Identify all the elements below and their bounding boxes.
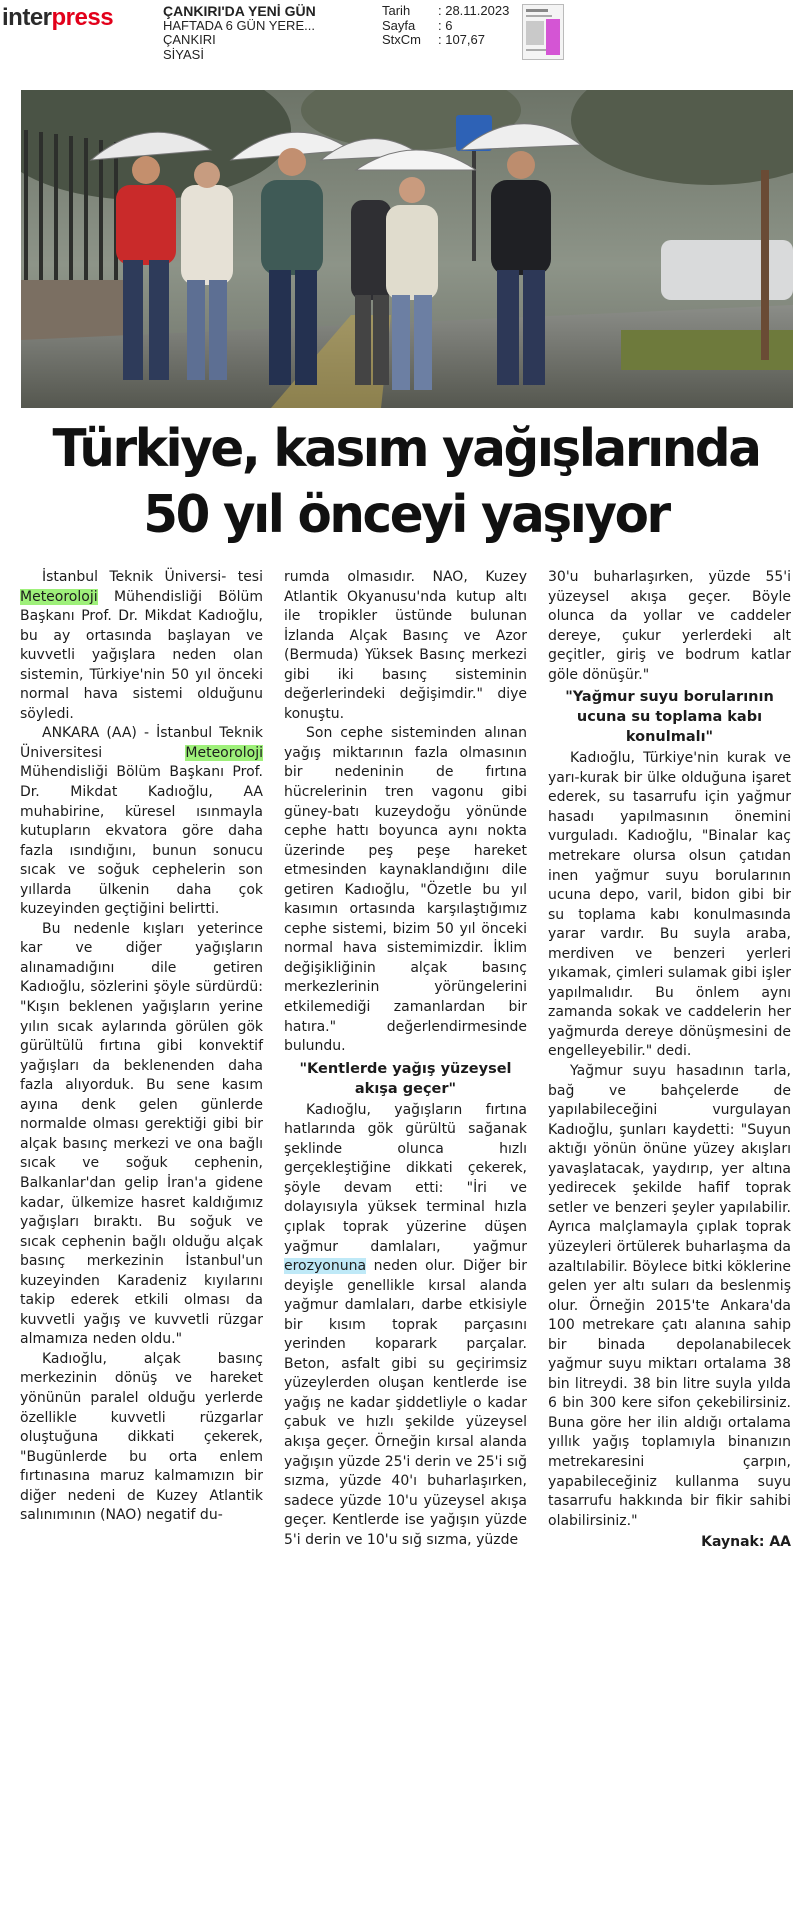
clipping-meta (382, 4, 509, 48)
paragraph: Yağmur suyu hasadının tarla, bağ ve bahçelerde de yapılabileceğini vurgulayan Kadıoğlu, şunları kaydetti: "Suyun aktığı yönün önüne yüzey akışları yavaşlatacak, yaydırıp, yer altına yedirecek şekilde hafif toprak setler ve benzeri şeyler yapılabilir. Ayrıca malçlamayla çıplak toprak yüzeyleri örtülerek buharlaşma da azaltılabilir. Böylece bitki köklerine gelen yer altı suları da beslenmiş olur. Örneğin 2015'te Ankara'da 100 metrekare çatı alanına sahip bir binada depolanabilecek yağmur suyu miktarı ortalama 38 bin litreydi. 38 bin litre suyla yılda 6 bin 300 kere sifon çekebilirsiniz. Buna göre her ilin aldığı ortalama yıllık yağış toplamıyla binanızın metrekaresini çarpın, yapabileceğiniz kullanma suyu tasarrufu hakkında bir fikir sahibi olabilirsiniz." (548, 1063, 791, 1529)
article-column-3 (548, 568, 791, 1553)
publication-city: ÇANKIRI (163, 32, 216, 47)
article-column-1 (20, 568, 263, 1526)
paragraph: Bu nedenle kışları yeterince kar ve diğer yağışların alınamadığını dile getiren Kadıoğlu, sözlerini şöyle sürdürdü: "Kışın beklenen yağışların yerine yılın sıcak aylarında görülen gök gürültülü fırtına gibi konvektif yağışları da beklenenden daha fazla alıyorduk. Bu sene kasım ayına denk gelen günlerde normalde olması gerektiği gibi bir alçak basınç merkezi ve ona bağlı sıcak ve soğuk cephenin, Balkanlar'dan gelip İran'a gidene kadar, ülkemize hasret kaldığımız yağışları bıraktı. Bu soğuk ve sıcak cephenin bağlı olduğu alçak basınç merkezinin İstanbul'un kuzeyinden Karadeniz kıyılarını takip ederek etkili olması da kuvvetli yağış ve kuvvetli rüzgar almamıza neden oldu." (20, 920, 263, 1348)
publication-section: SİYASİ (163, 46, 204, 62)
source-credit: Kaynak: AA (701, 1534, 791, 1551)
publication-info (163, 4, 316, 62)
page-thumbnail[interactable] (522, 4, 564, 60)
paragraph: 30'u buharlaşırken, yüzde 55'i yüzeysel akışa geçer. Böyle olunca da yollar ve caddeler dereye, çukur yerlerdeki alt geçitler, giriş ve bodrum katlar göle dönüşür." (548, 569, 791, 683)
news-photo (21, 90, 793, 408)
date-value: : 28.11.2023 (438, 3, 510, 18)
paragraph: İstanbul Teknik Üniversi- tesi Meteoroloji Mühendisliği Bölüm Başkanı Prof. Dr. Mikdat Kadıoğlu, bu ay ortasında başlayan ve kuvvetli yağışlara neden olan sistemin, Türkiye'nin 50 yıl önceki normal hava sistemi olduğunu söyledi. (20, 569, 263, 722)
paragraph: Son cephe sisteminden alınan yağış miktarının fazla olmasının bir nedeninin de fırtına hücrelerinin tren vagonu gibi güney-batı kuzeydoğu yönünde cephe hattı boyunca aynı nokta üzerinde peş peşe hareket etmesinden kaynaklandığını dile getiren Kadıoğlu, "Özetle bu yıl kasımın ortasında karşılaştığımız cephe sistemi, bizim 50 yıl önceki normal hava sistemimizdir. İklim değişikliğinin alçak basınç merkezlerinin yörüngelerini etkilemediği zamanlardan bir hatıra." değerlendirmesinde bulundu. (284, 725, 527, 1055)
highlighted-keyword: Meteoroloji (20, 588, 98, 605)
headline-line-2: 50 yıl önceyi yaşıyor (143, 485, 669, 545)
headline-line-1: Türkiye, kasım yağışlarında (52, 419, 760, 479)
area-value: : 107,67 (438, 32, 485, 47)
date-label: Tarih (382, 3, 411, 18)
subheading: "Kentlerde yağış yüzeysel akışa geçer" (299, 1060, 512, 1097)
subheading: "Yağmur suyu borularının ucuna su toplama kabı konulmalı" (565, 689, 774, 746)
highlighted-keyword: Meteoroloji (185, 744, 263, 761)
publication-frequency: HAFTADA 6 GÜN YERE... (163, 17, 315, 33)
paragraph: ANKARA (AA) - İstanbul Teknik Üniversitesi Meteoroloji Mühendisliği Bölüm Başkanı Prof. Dr. Mikdat Kadıoğlu, AA muhabirine, küresel ısınmayla kutupların ekvatora göre daha fazla ısındığını, bunun sonucu sıcak ve soğuk cephelerin son yıllarda ülkenin daha çok kuzeyinden geçtiğini belirtti. (20, 725, 263, 918)
paragraph: Kadıoğlu, Türkiye'nin kurak ve yarı-kurak bir ülke olduğuna işaret ederek, su tasarrufu için yağmur hasadı yapılmasının önemini vurguladı. Kadıoğlu, "Binalar kaç metrekare olursa olsun çatıdan inen yağmur suyu borularının ucuna depo, varil, bidon gibi bir su toplama kabı konulmasında yarar vardır. Bu suyla araba, merdiven ve benzeri yerleri yıkamak, çimleri sulamak gibi işler yapılmalıdır. Bu önlem aynı zamanda sokak ve caddelerin her yağmurda dereye dönüşmesini de engelleyebilir." dedi. (548, 750, 791, 1060)
highlighted-keyword: erozyonuna (284, 1258, 367, 1275)
paragraph: Kadıoğlu, yağışların fırtına hatlarında gök gürültü sağanak şeklinde olunca hızlı gerçekleştiğine dikkati çekerek, şöyle devam etti: "İri ve dolayısıyla yüksek terminal hızla çıplak toprak yüzerine düşen yağmur damlaları, yağmur erozyonuna neden olur. Diğer bir deyişle genellikle kırsal alanda yağmur damlaları, darbe etkisiyle bir kısım toprak parçasını yerinden koparark parçalar. Beton, asfalt gibi su geçirimsiz yüzeylerden oluşan kentlerde ise yağış ne kadar şiddetliyle o kadar çabuk ve hızlı şekilde yüzeysel akışa geçer. Örneğin kırsal alanda yağışın yüzde 25'i derin ve 25'i sığ sızma, yüzde 40'ı buharlaşırken, sadece yüzde 10'u yüzeysel akışa geçer. Kentlerde ise yağışın yüzde 5'i derin ve 10'u sığ sızma, yüzde (284, 1101, 528, 1548)
area-label: StxCm (382, 32, 421, 47)
page-label: Sayfa (382, 17, 416, 33)
people-with-umbrellas-icon (21, 90, 793, 408)
paragraph: Kadıoğlu, alçak basınç merkezinin dönüş ve hareket yönünün paralel olduğu yerlerde özellikle kuvvetli rüzgarlar oluştuğuna dikkati çekerek, "Bugünlerde bu orta enlem fırtınasına maruz kalmamızın bir diğer nedeni de Kuzey Atlantik salınımının (NAO) negatif du- (20, 1350, 263, 1524)
article-column-2 (284, 568, 527, 1550)
headline (35, 416, 776, 548)
publication-name: ÇANKIRI'DA YENİ GÜN (163, 3, 316, 19)
interpress-logo: interpress (2, 4, 114, 31)
paragraph: rumda olmasıdır. NAO, Kuzey Atlantik Okyanusu'nda kutup altı ile tropikler üstünde bulunan İzlanda Alçak Basınç ve Azor (Bermuda) Yüksek Basınç merkezi gibi iki basınç sisteminin değerlerindeki değişimdir." diye konuştu. (284, 569, 527, 722)
page-value: : 6 (438, 17, 453, 33)
